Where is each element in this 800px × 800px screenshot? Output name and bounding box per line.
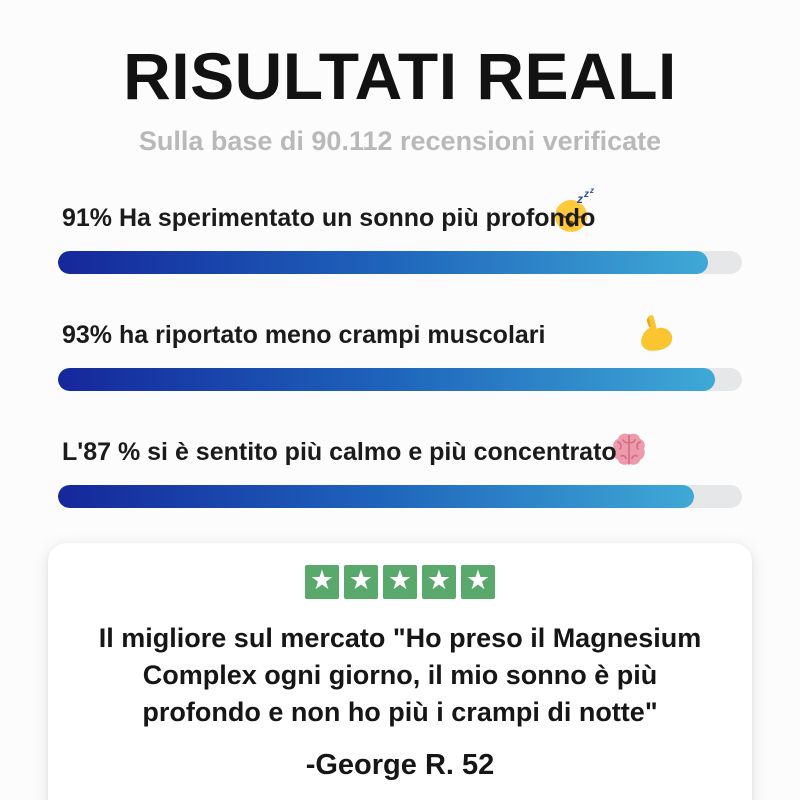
progress-bar	[58, 251, 742, 274]
svg-text:z: z	[584, 188, 589, 200]
review-author: -George R. 52	[305, 748, 495, 781]
stat-label: 93% ha riportato meno crampi muscolari	[62, 321, 546, 350]
star-rating	[68, 565, 732, 599]
stat-label-row	[58, 186, 742, 237]
svg-text:z: z	[577, 191, 583, 206]
progress-bar	[58, 485, 742, 508]
stat-label: L'87 % si è sentito più calmo e più concentrato	[62, 438, 617, 467]
star-icon: ★	[305, 565, 339, 599]
progress-fill	[58, 485, 694, 508]
progress-fill	[58, 251, 708, 274]
stat-label-row	[58, 318, 742, 354]
flexed-biceps-emoji-icon	[636, 312, 678, 361]
stat-label: 91% Ha sperimentato un sonno più profondo	[62, 204, 596, 233]
review-quote	[68, 620, 732, 731]
star-icon: ★	[422, 565, 456, 599]
stat-row-calm	[58, 435, 742, 508]
stat-row-sleep	[58, 186, 742, 274]
page-subtitle: Sulla base di 90.112 recensioni verificate	[138, 125, 662, 156]
svg-text:z: z	[590, 186, 594, 195]
star-icon: ★	[383, 565, 417, 599]
review-quote-line: Il migliore sul mercato "Ho preso il Magnesium	[98, 622, 702, 653]
results-infographic	[0, 40, 800, 800]
stat-row-cramps	[58, 318, 742, 391]
progress-fill	[58, 368, 715, 391]
progress-bar	[58, 368, 742, 391]
stats-section	[58, 186, 742, 508]
review-quote-line: Complex ogni giorno, il mio sonno è più	[142, 659, 658, 690]
stat-label-row	[58, 435, 742, 471]
review-card	[48, 543, 752, 800]
star-icon: ★	[344, 565, 378, 599]
star-icon: ★	[461, 565, 495, 599]
review-quote-line: profondo e non ho più i crampi di notte"	[142, 696, 658, 727]
page-title: RISULTATI REALI	[123, 39, 677, 113]
